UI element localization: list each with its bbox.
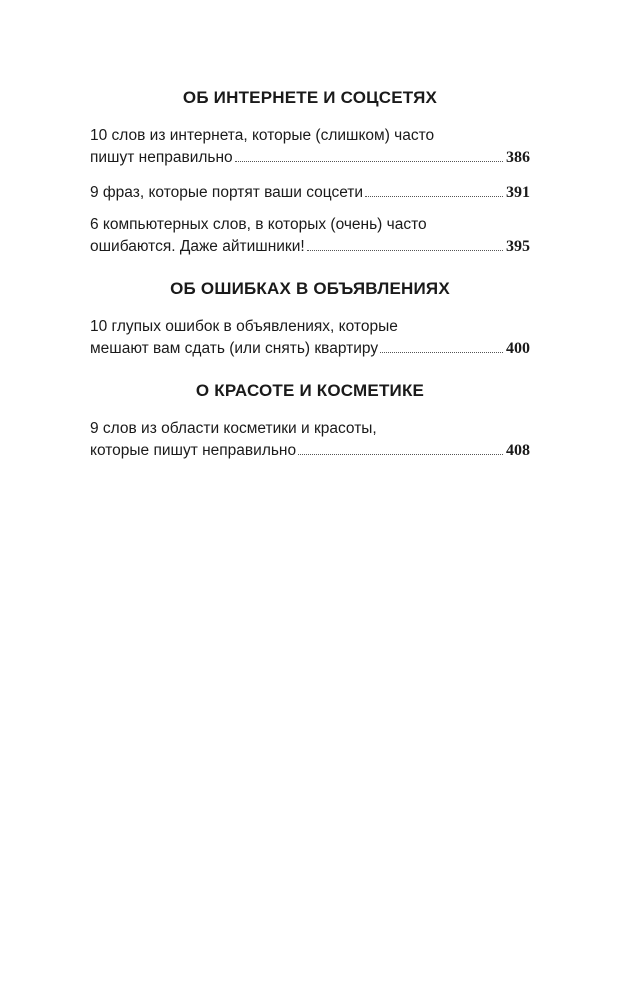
entry-title-line: которые пишут неправильно — [90, 442, 297, 459]
dot-leader — [235, 161, 503, 162]
entry-title-line: 10 слов из интернета, которые (слишком) часто — [90, 127, 435, 144]
toc-entry[interactable] — [90, 182, 530, 204]
toc-entry[interactable] — [90, 214, 530, 258]
table-of-contents — [90, 85, 530, 462]
dot-leader — [380, 352, 503, 353]
page-number: 395 — [506, 238, 530, 255]
page-number: 400 — [506, 340, 530, 357]
toc-entry[interactable] — [90, 125, 530, 169]
section-title-internet: ОБ ИНТЕРНЕТЕ И СОЦСЕТЯХ — [182, 88, 438, 107]
entry-title-line: 9 фраз, которые портят ваши соцсети — [90, 184, 364, 201]
section-title-ads: ОБ ОШИБКАХ В ОБЪЯВЛЕНИЯХ — [170, 279, 450, 298]
entry-title-line: 6 компьютерных слов, в которых (очень) часто — [90, 216, 427, 233]
entry-title-line: пишут неправильно — [90, 149, 233, 166]
dot-leader — [307, 250, 503, 251]
page-number: 391 — [506, 184, 530, 201]
dot-leader — [298, 454, 503, 455]
page-number: 386 — [506, 149, 530, 166]
page-number: 408 — [506, 442, 530, 459]
toc-entry[interactable] — [90, 418, 530, 462]
entry-title-line: мешают вам сдать (или снять) квартиру — [90, 340, 379, 357]
toc-entry[interactable] — [90, 316, 530, 360]
section-title-beauty: О КРАСОТЕ И КОСМЕТИКЕ — [195, 381, 425, 400]
entry-title-line: 10 глупых ошибок в объявлениях, которые — [90, 318, 398, 335]
dot-leader — [365, 196, 503, 197]
entry-title-line: ошибаются. Даже айтишники! — [90, 238, 305, 255]
entry-title-line: 9 слов из области косметики и красоты, — [90, 420, 377, 437]
